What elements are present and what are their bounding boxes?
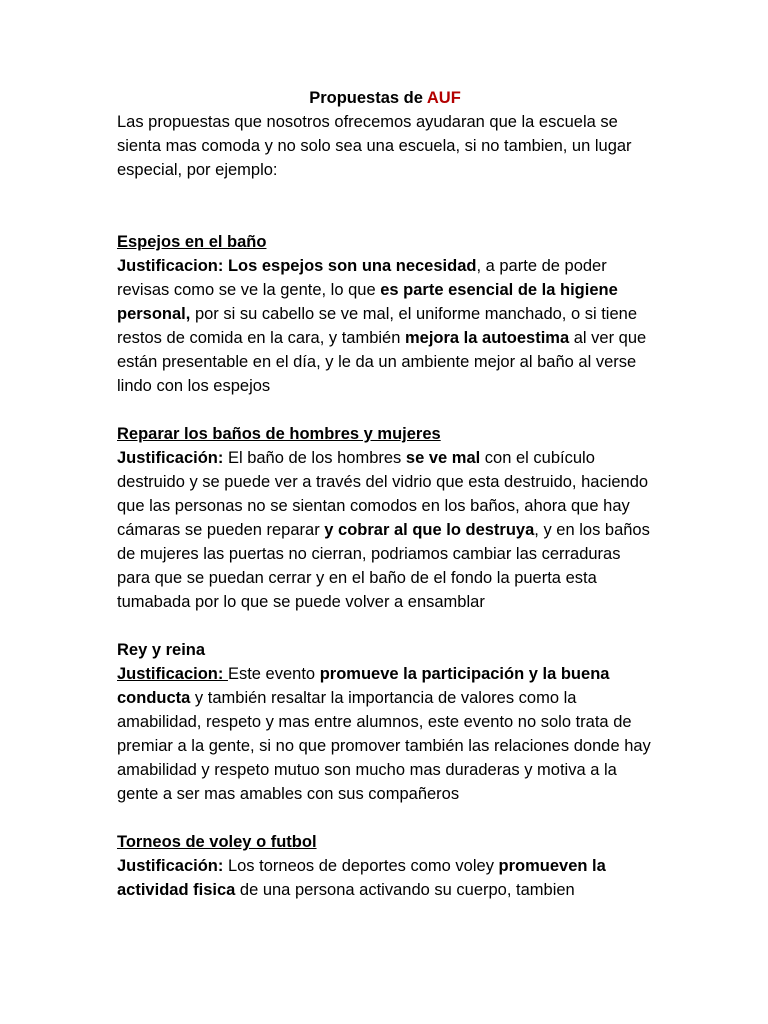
section-body: [117, 446, 657, 614]
title-accent: AUF: [426, 89, 461, 107]
section-heading: Reparar los baños de hombres y mujeres: [117, 425, 441, 443]
proposal-section: [117, 638, 668, 806]
proposal-sections: [117, 230, 668, 902]
section-heading: Espejos en el baño: [117, 233, 267, 251]
body-text-run: por si su cabello se ve mal, el uniforme manchado, o si tiene restos de comida en la cara, y también: [117, 305, 638, 347]
section-body: [117, 254, 657, 398]
intro-paragraph: Las propuestas que nosotros ofrecemos ayudaran que la escuela se sienta mas comoda y no solo sea una escuela, si no tambien, un lugar especial, por ejemplo:: [117, 113, 632, 179]
justification-label: Justificacion:: [117, 665, 228, 683]
section-heading: Rey y reina: [117, 641, 206, 659]
body-text-run: promueven la actividad fisica: [117, 857, 606, 899]
body-text-run: es parte esencial de la higiene personal,: [117, 281, 618, 323]
body-text-run: y también resaltar la importancia de valores como la amabilidad, respeto y mas entre alumnos, este evento no solo trata de premiar a la gente, si no que promover también las relaciones donde hay amabilidad y respeto mutuo son mucho mas duraderas y motiva a la gente a ser mas amables con sus compañeros: [117, 689, 651, 803]
body-text-run: , y en los baños de mujeres las puertas no cierran, podriamos cambiar las cerraduras para que se puedan cerrar y en el baño de el fondo la puerta esta tumabada por lo que se puede volver a ensamblar: [117, 521, 650, 611]
body-text-run: y cobrar al que lo destruya: [324, 521, 535, 539]
section-body: [117, 854, 657, 902]
body-text-run: Los torneos de deportes como voley: [227, 857, 499, 875]
justification-label: Justificación:: [117, 857, 228, 875]
section-body: [117, 662, 657, 806]
justification-label: Justificacion:: [117, 257, 228, 275]
proposal-section: [117, 230, 668, 398]
body-text-run: , a parte de poder revisas como se ve la gente, lo que: [117, 257, 607, 299]
justification-label: Justificación:: [117, 449, 228, 467]
body-text-run: al ver que están presentable en el día, y le da un ambiente mejor al baño al verse lindo con los espejos: [117, 329, 647, 395]
body-text-run: promueve la participación y la buena conducta: [117, 665, 610, 707]
body-text-run: de una persona activando su cuerpo, tambien: [235, 881, 575, 899]
body-text-run: Los espejos son una necesidad: [227, 257, 477, 275]
body-text-run: con el cubículo destruido y se puede ver a través del vidrio que esta destruido, haciendo que las personas no se sientan comodos en los baños, ahora que hay cámaras se pueden reparar: [117, 449, 649, 539]
body-text-run: mejora la autoestima: [404, 329, 570, 347]
body-text-run: El baño de los hombres: [227, 449, 406, 467]
proposal-section: [117, 422, 668, 614]
title-prefix: Propuestas de: [309, 89, 427, 107]
proposal-section: [117, 830, 668, 902]
document-title: [117, 86, 653, 110]
body-text-run: se ve mal: [405, 449, 481, 467]
body-text-run: Este evento: [227, 665, 320, 683]
section-heading: Torneos de voley o futbol: [117, 833, 317, 851]
